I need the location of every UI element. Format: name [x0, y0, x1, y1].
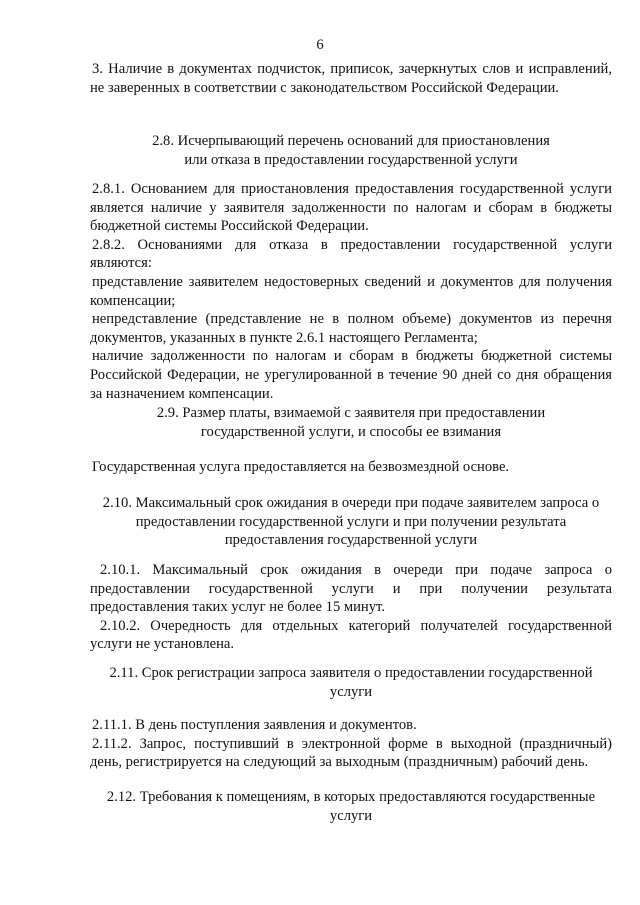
heading-line: или отказа в предоставлении государственной услуги — [184, 151, 518, 168]
paragraph-2-8-1: 2.8.1. Основанием для приостановления предоставления государственной услуги является наличие у заявителя задолженности по налогам и сборам в бюджеты бюджетной системы Российской Федерации. — [90, 181, 612, 235]
heading-line: услуги — [329, 683, 373, 700]
heading-line: услуги — [329, 807, 373, 824]
paragraph-2-11-2: 2.11.2. Запрос, поступивший в электронной форме в выходной (праздничный) день, регистрируется на следующий за выходным (праздничным) рабочий день. — [90, 735, 612, 771]
heading-line: предоставления государственной услуги — [224, 532, 478, 549]
heading-2-12 — [88, 788, 614, 825]
heading-2-9 — [88, 404, 614, 441]
paragraph-block-top — [90, 60, 612, 97]
section-2-8-body — [90, 180, 612, 403]
paragraph-2-8-2: 2.8.2. Основаниями для отказа в предоставлении государственной услуги являются: — [90, 236, 612, 272]
heading-line: 2.8. Исчерпывающий перечень оснований для приостановления — [152, 133, 550, 149]
paragraph-2-11-1: 2.11.1. В день поступления заявления и документов. — [92, 717, 417, 733]
page-number: 6 — [316, 37, 324, 53]
paragraph-2-10-2: 2.10.2. Очередность для отдельных категорий получателей государственной услуги не установлена. — [90, 617, 612, 653]
section-2-9-body — [90, 458, 612, 477]
heading-2-11 — [88, 664, 614, 701]
heading-line: 2.11. Срок регистрации запроса заявителя о предоставлении государственной — [109, 665, 593, 681]
heading-line: государственной услуги, и способы ее взимания — [200, 423, 502, 440]
heading-line: 2.12. Требования к помещениям, в которых предоставляются государственные — [106, 789, 596, 805]
heading-line: 2.9. Размер платы, взимаемой с заявителя при предоставлении — [156, 405, 546, 421]
paragraph-2-10-1: 2.10.1. Максимальный срок ожидания в очереди при подаче запроса о предоставлении государственной услуги и при получении результата предоставления таких услуг не более 15 минут. — [90, 562, 612, 616]
section-2-10-body — [90, 561, 612, 654]
paragraph-ground-3: наличие задолженности по налогам и сборам в бюджеты бюджетной системы Российской Федерации, не урегулированной в течение 90 дней со дня обращения за назначением компенсации. — [90, 348, 612, 402]
heading-2-10 — [88, 494, 614, 550]
paragraph-ground-1: представление заявителем недостоверных сведений и документов для получения компенсации; — [90, 273, 612, 309]
heading-line: предоставлении государственной услуги и при получении результата — [135, 513, 567, 530]
section-2-11-body — [90, 716, 612, 772]
paragraph-2-9: Государственная услуга предоставляется на безвозмездной основе. — [92, 459, 510, 475]
paragraph-item-3: 3. Наличие в документах подчисток, приписок, зачеркнутых слов и исправлений, не заверенных в соответствии с законодательством Российской Федерации. — [90, 61, 612, 96]
heading-2-8 — [88, 132, 614, 169]
heading-line: 2.10. Максимальный срок ожидания в очереди при подаче заявителем запроса о — [102, 495, 600, 511]
paragraph-ground-2: непредставление (представление не в полном объеме) документов из перечня документов, указанных в пункте 2.6.1 настоящего Регламента; — [90, 311, 612, 346]
